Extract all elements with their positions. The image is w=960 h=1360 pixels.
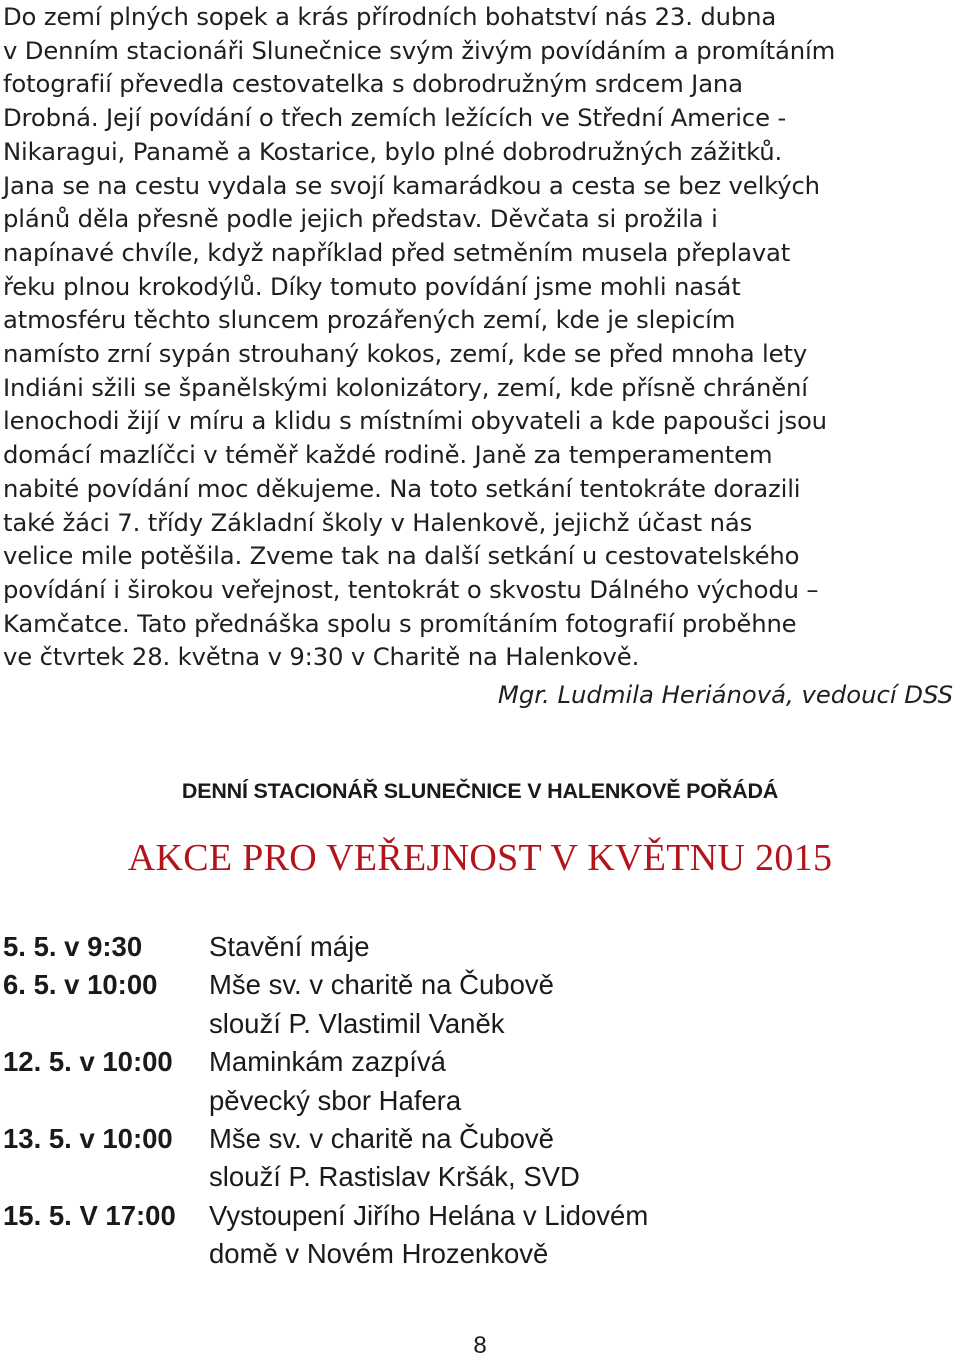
article-body <box>3 0 958 674</box>
event-date: 15. 5. V 17:00 <box>3 1199 176 1231</box>
article-line: povídání i širokou veřejnost, tentokrát o skvostu Dálného východu – <box>3 574 819 604</box>
article-line: Drobná. Její povídání o třech zemích ležících ve Střední Americe - <box>3 103 787 133</box>
events-title: AKCE PRO VEŘEJNOST V KVĚTNU 2015 <box>127 837 833 879</box>
article-line: domácí mazlíčci v téměř každé rodině. Janě za temperamentem <box>3 440 773 470</box>
event-date: 12. 5. v 10:00 <box>3 1046 173 1078</box>
article-line: nabité povídání moc děkujeme. Na toto setkání tentokráte dorazili <box>3 473 801 503</box>
event-description-line: Mše sv. v charitě na Čubově <box>209 1123 554 1155</box>
event-description-line: slouží P. Vlastimil Vaněk <box>209 1007 505 1039</box>
event-row <box>3 966 953 1043</box>
article-line: lenochodi žijí v míru a klidu s místními obyvateli a kde papoušci jsou <box>3 406 827 436</box>
page-number: 8 <box>473 1332 487 1359</box>
article-signature: Mgr. Ludmila Heriánová, vedoucí DSS <box>497 680 953 709</box>
article-line: Nikaragui, Panamě a Kostarice, bylo plné dobrodružných zážitků. <box>3 136 783 166</box>
event-description-line: slouží P. Rastislav Kršák, SVD <box>209 1161 580 1193</box>
event-date: 6. 5. v 10:00 <box>3 969 158 1001</box>
article-line: také žáci 7. třídy Základní školy v Halenkově, jejichž účast nás <box>3 507 753 537</box>
event-description <box>209 1043 461 1120</box>
organizer-heading: DENNÍ STACIONÁŘ SLUNEČNICE V HALENKOVĚ POŘÁDÁ <box>181 779 779 803</box>
article-line: Do zemí plných sopek a krás přírodních bohatství nás 23. dubna <box>3 2 777 31</box>
article-line: ve čtvrtek 28. května v 9:30 v Charitě na Halenkově. <box>3 642 640 672</box>
event-schedule <box>3 928 953 1274</box>
event-description <box>209 1120 580 1197</box>
event-description-line: domě v Novém Hrozenkově <box>209 1238 549 1270</box>
event-row <box>3 928 953 966</box>
article-line: Kamčatce. Tato přednáška spolu s promítáním fotografií proběhne <box>3 608 797 638</box>
article-line: napínavé chvíle, když například před setměním musela přeplavat <box>3 237 791 267</box>
event-date: 5. 5. v 9:30 <box>3 931 143 962</box>
article-line: atmosféru těchto sluncem prozářených zemí, kde je slepicím <box>3 305 736 335</box>
event-description-line: Stavění máje <box>209 931 370 962</box>
event-date: 13. 5. v 10:00 <box>3 1123 173 1155</box>
event-description-line: pěvecký sbor Hafera <box>209 1084 462 1116</box>
event-description-line: Mše sv. v charitě na Čubově <box>209 969 554 1001</box>
event-description <box>209 928 370 966</box>
event-description <box>209 1197 648 1274</box>
event-description <box>209 966 554 1043</box>
article-line: plánů děla přesně podle jejich představ. Děvčata si prožila i <box>3 204 718 234</box>
article-line: řeku plnou krokodýlů. Díky tomuto povídání jsme mohli nasát <box>3 271 741 301</box>
article-line: namísto zrní sypán strouhaný kokos, zemí, kde se před mnoha lety <box>3 339 808 369</box>
article-line: velice mile potěšila. Zveme tak na další setkání u cestovatelského <box>3 541 800 571</box>
event-description-line: Maminkám zazpívá <box>209 1046 446 1078</box>
event-row <box>3 1043 953 1120</box>
event-row <box>3 1120 953 1197</box>
event-row <box>3 1197 953 1274</box>
article-line: fotografií převedla cestovatelka s dobrodružným srdcem Jana <box>3 69 743 99</box>
event-description-line: Vystoupení Jiřího Helána v Lidovém <box>209 1199 649 1231</box>
article-line: v Denním stacionáři Slunečnice svým živým povídáním a promítáním <box>3 35 836 65</box>
article-line: Indiáni sžili se španělskými kolonizátory, zemí, kde přísně chránění <box>3 372 808 402</box>
article-line: Jana se na cestu vydala se svojí kamarádkou a cesta se bez velkých <box>3 170 820 200</box>
